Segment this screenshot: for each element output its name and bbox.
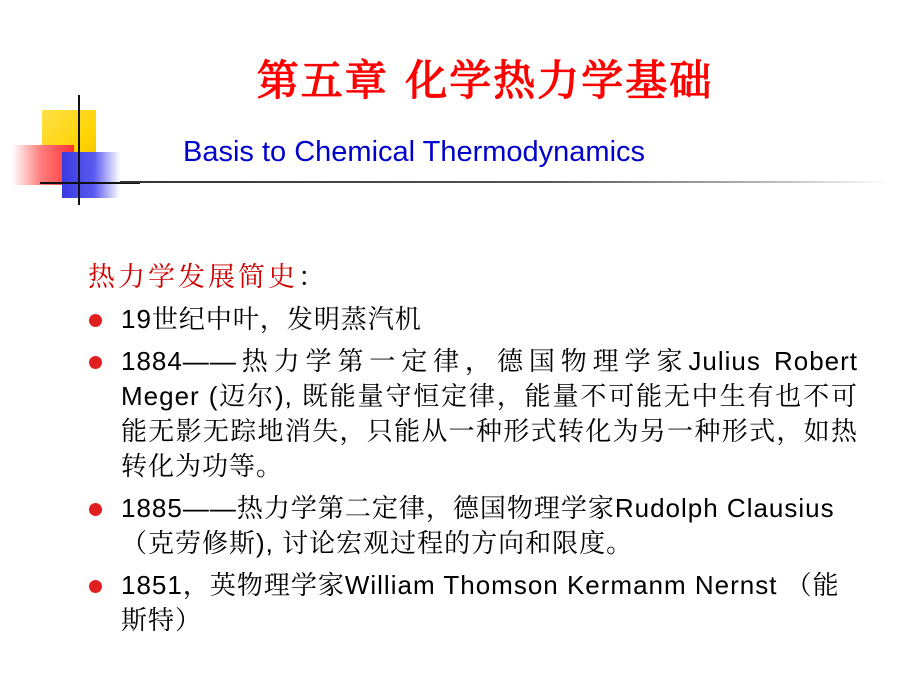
slide-title: 第五章 化学热力学基础 bbox=[256, 56, 714, 105]
list-item bbox=[88, 302, 858, 337]
section-heading bbox=[88, 255, 328, 294]
list-item bbox=[88, 568, 858, 638]
slide-subtitle: Basis to Chemical Thermodynamics bbox=[183, 136, 646, 168]
bullet-text: 1885——热力学第二定律，德国物理学家Rudolph Clausius （克劳修斯), 讨论宏观过程的方向和限度。 bbox=[121, 493, 835, 558]
section-heading-text: 热力学发展简史 bbox=[88, 262, 298, 293]
bullet-icon bbox=[89, 503, 102, 516]
bullet-icon bbox=[89, 580, 102, 593]
title-divider bbox=[120, 181, 890, 183]
bullet-icon bbox=[89, 356, 102, 369]
list-item bbox=[88, 491, 858, 561]
logo-vertical-line bbox=[78, 95, 80, 205]
bullet-icon bbox=[89, 314, 102, 327]
list-item bbox=[88, 344, 858, 484]
bullet-text: 1884——热力学第一定律，德国物理学家Julius Robert Meger (迈尔), 既能量守恒定律，能量不可能无中生有也不可能无影无踪地消失，只能从一种形式转化为另一种形式，如热转化为功等。 bbox=[121, 346, 858, 481]
logo-blue-square bbox=[62, 152, 120, 198]
bullet-list bbox=[88, 302, 858, 645]
section-heading-colon: ： bbox=[298, 262, 328, 293]
bullet-text: 19世纪中叶，发明蒸汽机 bbox=[121, 304, 422, 334]
bullet-text: 1851，英物理学家William Thomson Kermanm Nernst （能斯特） bbox=[121, 570, 840, 635]
decorative-logo bbox=[0, 0, 140, 220]
